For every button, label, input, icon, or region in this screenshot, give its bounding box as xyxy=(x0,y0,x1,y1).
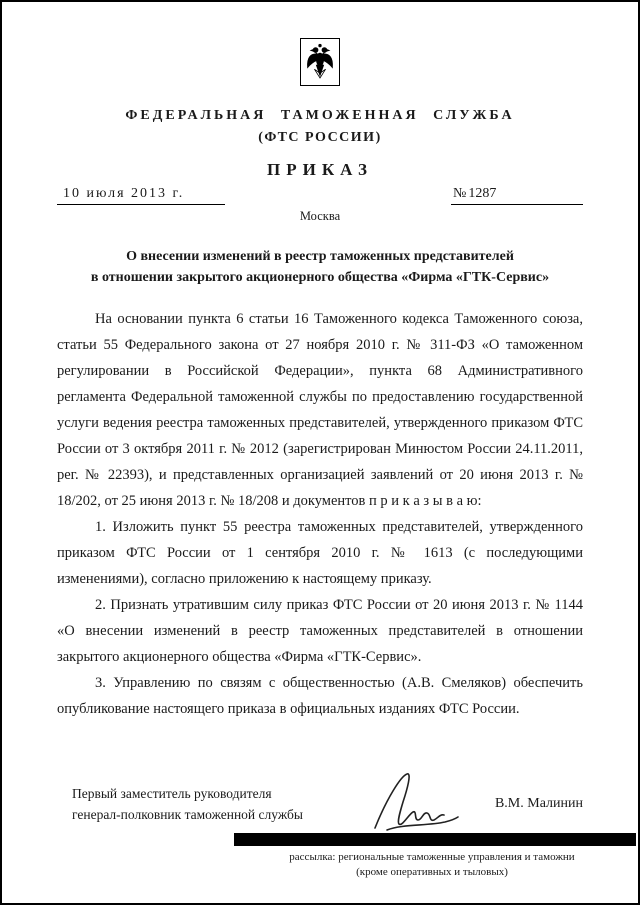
distribution-note-line2: (кроме оперативных и тыловых) xyxy=(356,866,508,878)
item-2-paragraph: 2. Признать утратившим силу приказ ФТС России от 20 июня 2013 г. № 1144 «О внесении изменений в реестр таможенных представителей в отношении закрытого акционерного общества «Фирма «ГТК-Сервис». xyxy=(57,597,583,665)
signer-position xyxy=(72,783,329,825)
doc-city: Москва xyxy=(299,209,341,223)
doc-title-line1: О внесении изменений в реестр таможенных представителей xyxy=(126,249,514,264)
item-1-paragraph: 1. Изложить пункт 55 реестра таможенных представителей, утвержденного приказом ФТС России от 1 сентября 2010 г. № 1613 (с последующими изменениями), согласно приложению к настоящему приказу. xyxy=(57,519,583,587)
double-headed-eagle-icon xyxy=(304,42,336,82)
item-3-paragraph: 3. Управлению по связям с общественностью (А.В. Смеляков) обеспечить опубликование настоящего приказа в официальных изданиях ФТС России. xyxy=(57,675,583,717)
doc-body xyxy=(57,306,583,722)
org-name: ФЕДЕРАЛЬНАЯ ТАМОЖЕННАЯ СЛУЖБА xyxy=(125,108,515,123)
doc-title-line2: в отношении закрытого акционерного общества «Фирма «ГТК-Сервис» xyxy=(90,270,550,285)
doc-title xyxy=(42,246,598,288)
preamble-paragraph: На основании пункта 6 статьи 16 Таможенного кодекса Таможенного союза, статьи 55 Федерального закона от 27 ноября 2010 г. № 311-ФЗ «О таможенном регулировании в Российской Федерации», пункта 68 Административного регламента Федеральной таможенной службы по предоставлению государственной услуги ведения реестра таможенных представителей, утвержденного приказом ФТС России от 3 октября 2011 г. № 2012 (зарегистрирован Минюстом России 24.11.2011, рег. № 22393), и представленных организацией заявлений от 20 июня 2013 г. № 18/202, от 25 июня 2013 г. № 18/208 и документов п р и к а з ы в а ю: xyxy=(57,311,583,509)
signature-block xyxy=(72,768,583,840)
doc-number xyxy=(451,186,583,205)
signer-position-line1: Первый заместитель руководителя xyxy=(72,786,272,801)
signer-name: В.М. Малинин xyxy=(494,796,583,811)
date-number-row xyxy=(57,186,583,205)
footer-black-bar xyxy=(234,833,636,846)
distribution-note-line1: рассылка: региональные таможенные управления и таможни xyxy=(289,851,575,863)
doc-number-value: 1287 xyxy=(468,186,497,201)
doc-date: 10 июля 2013 г. xyxy=(57,186,225,205)
distribution-note xyxy=(234,850,630,880)
handwritten-signature xyxy=(357,768,477,840)
signer-position-line2: генерал-полковник таможенной службы xyxy=(72,807,303,822)
doc-type-title: ПРИКАЗ xyxy=(267,160,373,179)
org-short-name: (ФТС РОССИИ) xyxy=(258,130,382,145)
emblem-box xyxy=(300,38,340,86)
doc-number-label: № xyxy=(453,186,467,201)
